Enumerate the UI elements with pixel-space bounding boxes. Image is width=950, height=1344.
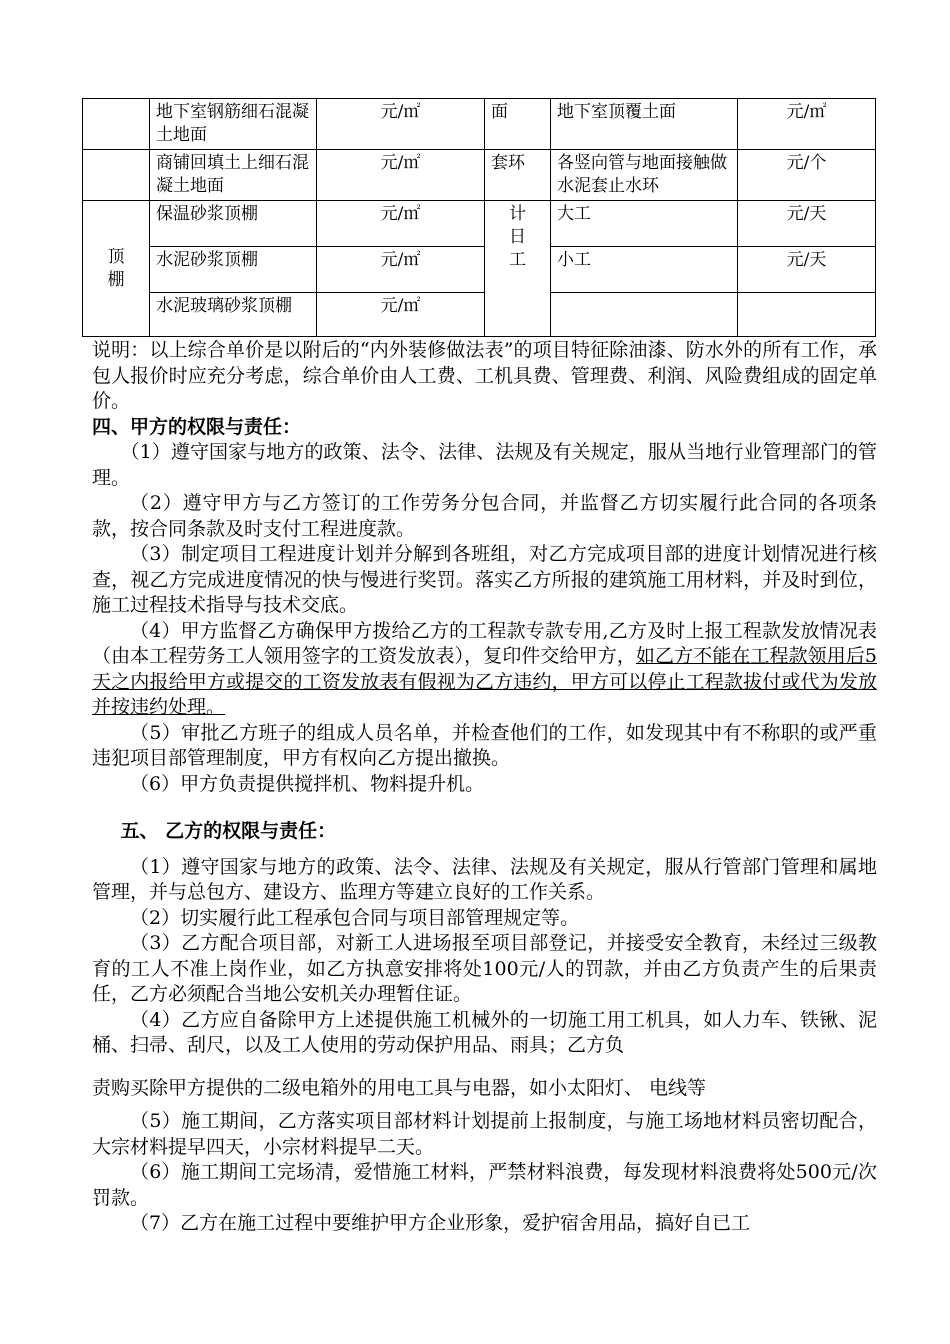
table-cell: 套环 xyxy=(485,150,551,201)
table-row xyxy=(83,247,876,293)
table-cell: 元/天 xyxy=(738,201,876,247)
table-row xyxy=(83,99,876,150)
table-cell xyxy=(83,99,150,150)
table-cell: 商铺回填土上细石混凝土地面 xyxy=(150,150,317,201)
table-cell: 元/天 xyxy=(738,247,876,293)
table-cell: 保温砂浆顶棚 xyxy=(150,201,317,247)
section-4-heading: 四、甲方的权限与责任： xyxy=(92,415,302,438)
table-cell xyxy=(83,150,150,201)
table-cell: 地下室顶覆土面 xyxy=(551,99,738,150)
table-cell: 元/㎡ xyxy=(738,99,876,150)
list-item: （2）遵守甲方与乙方签订的工作劳务分包合同，并监督乙方切实履行此合同的各项条款，按合同条款及时支付工程进度款。 xyxy=(92,492,877,540)
group-label-daywork: 计日工 xyxy=(485,201,551,337)
section-5-heading: 五、 乙方的权限与责任： xyxy=(120,820,337,842)
list-item: （5）审批乙方班子的组成人员名单，并检查他们的工作，如发现其中有不称职的或严重违犯项目部管理制度，甲方有权向乙方提出撤换。 xyxy=(92,721,877,769)
group-label-ceiling: 顶棚 xyxy=(83,201,150,337)
list-item: （5）施工期间，乙方落实项目部材料计划提前上报制度，与施工场地材料员密切配合，大宗材料提早四天，小宗材料提早二天。 xyxy=(92,1110,877,1158)
table-cell xyxy=(738,293,876,337)
list-item xyxy=(92,619,877,721)
pricing-note: 说明：以上综合单价是以附后的“内外装修做法表”的项目特征除油漆、防水外的所有工作，承包人报价时应充分考虑，综合单价由人工费、工机具费、管理费、利润、风险费组成的固定单价。 xyxy=(92,339,877,412)
table-cell: 水泥玻璃砂浆顶棚 xyxy=(150,293,317,337)
table-cell: 水泥砂浆顶棚 xyxy=(150,247,317,293)
table-cell: 元/㎡ xyxy=(317,99,485,150)
table-row xyxy=(83,201,876,247)
list-item: （4）乙方应自备除甲方上述提供施工机械外的一切施工用工机具，如人力车、铁锹、泥桶、扫帚、刮尺，以及工人使用的劳动保护用品、雨具；乙方负 xyxy=(92,1008,877,1056)
list-item: （1）遵守国家与地方的政策、法令、法律、法规及有关规定，服从当地行业管理部门的管理。 xyxy=(92,441,877,489)
list-item: （2）切实履行此工程承包合同与项目部管理规定等。 xyxy=(130,906,580,929)
spacer xyxy=(92,845,877,855)
table-cell: 大工 xyxy=(551,201,738,247)
spacer xyxy=(92,797,877,819)
table-cell xyxy=(551,293,738,337)
list-item-text: （4）甲方监督乙方确保甲方拨给乙方的工程款专款专用,乙方及时上报工程款发放情况表（由本工程劳务工人领用签字的工资发放表），复印件交给甲方， xyxy=(92,619,877,667)
list-item: （6）甲方负责提供搅拌机、物料提升机。 xyxy=(130,772,485,795)
list-item-continuation: 责购买除甲方提供的二级电箱外的用电工具与电器，如小太阳灯、 电线等 xyxy=(92,1076,707,1099)
unit-price-table xyxy=(82,98,876,337)
table-row xyxy=(83,293,876,337)
table-cell: 地下室钢筋细石混凝土地面 xyxy=(150,99,317,150)
table-row xyxy=(83,150,876,201)
list-item: （6）施工期间工完场清，爱惜施工材料，严禁材料浪费，每发现材料浪费将处500元/次罚款。 xyxy=(92,1161,877,1209)
table-cell: 元/个 xyxy=(738,150,876,201)
table-cell: 面 xyxy=(485,99,551,150)
table-cell: 元/㎡ xyxy=(317,247,485,293)
list-item: （1）遵守国家与地方的政策、法令、法律、法规及有关规定，服从行管部门管理和属地管理，并与总包方、建设方、监理方等建立良好的工作关系。 xyxy=(92,855,877,903)
table-cell: 小工 xyxy=(551,247,738,293)
table-cell: 各竖向管与地面接触做水泥套止水环 xyxy=(551,150,738,201)
contract-text xyxy=(92,338,877,1237)
table-cell: 元/㎡ xyxy=(317,293,485,337)
table-cell: 元/㎡ xyxy=(317,150,485,201)
list-item: （3）制定项目工程进度计划并分解到各班组，对乙方完成项目部的进度计划情况进行核查，视乙方完成进度情况的快与慢进行奖罚。落实乙方所报的建筑施工用材料，并及时到位，施工过程技术指导与技术交底。 xyxy=(92,543,877,616)
list-item: （3）乙方配合项目部，对新工人进场报至项目部登记，并接受安全教育，未经过三级教育的工人不准上岗作业，如乙方执意安排将处100元/人的罚款，并由乙方负责产生的后果责任，乙方必须配合当地公安机关办理暂住证。 xyxy=(92,932,877,1005)
list-item: （7）乙方在施工过程中要维护甲方企业形象，爱护宿舍用品，搞好自已工 xyxy=(130,1212,751,1234)
underlined-clause: 如乙方不能在工程款领用后5天之内报给甲方或提交的工资发放表有假视为乙方违约，甲方可以停止工程款拔付或代为发放并按违约处理。 xyxy=(92,645,877,718)
table-cell: 元/㎡ xyxy=(317,201,485,247)
